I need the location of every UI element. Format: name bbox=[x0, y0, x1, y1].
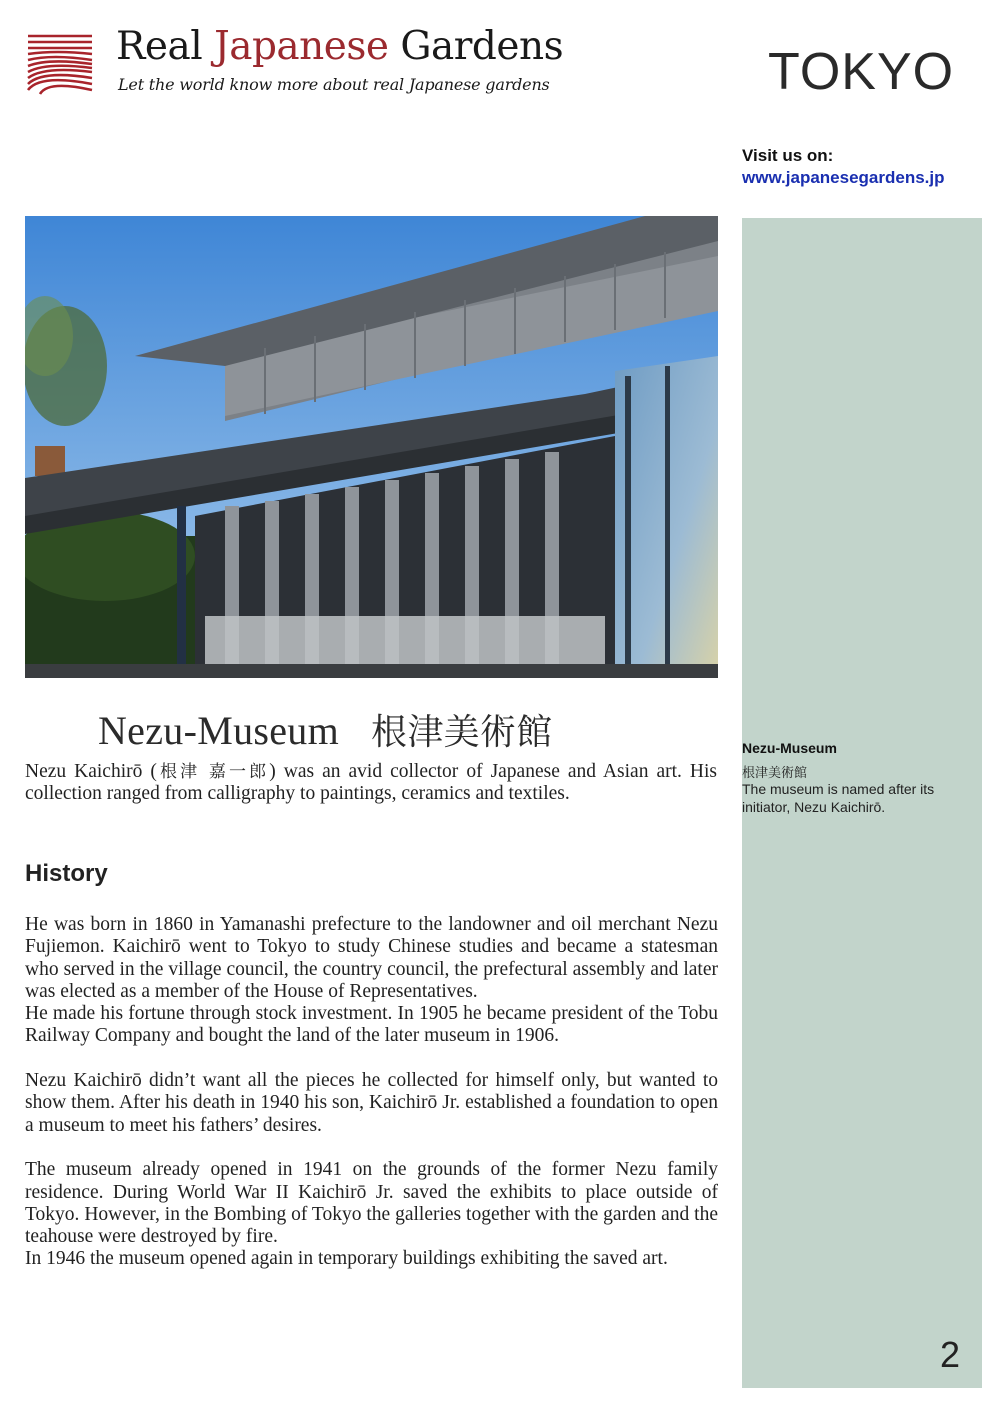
history-text bbox=[25, 914, 718, 1271]
sidebar-caption: The museum is named after its initiator, Nezu Kaichirō. bbox=[742, 781, 935, 815]
city-title: TOKYO bbox=[768, 43, 955, 101]
visit-label: Visit us on: bbox=[742, 146, 834, 165]
brand-title: Real Japanese Gardens bbox=[116, 24, 564, 69]
history-paragraph: In 1946 the museum opened again in temporary buildings exhibiting the saved art. bbox=[25, 1248, 668, 1270]
history-paragraph: He was born in 1860 in Yamanashi prefecture to the landowner and oil merchant Nezu Fujiemon. Kaichirō went to Tokyo to study Chinese studies and became a statesman who served in the village council, the country council, the prefectural assembly and later was elected as a member of the House of Representatives. bbox=[25, 914, 718, 1002]
sidebar-title: Nezu-Museum bbox=[742, 740, 837, 756]
logo-icon bbox=[26, 30, 94, 96]
history-paragraph: He made his fortune through stock investment. In 1905 he became president of the Tobu Railway Company and bought the land of the later museum in 1906. bbox=[25, 1003, 718, 1047]
page-title-jp: 根津美術館 bbox=[371, 712, 553, 753]
page-title: Nezu-Museum 根津美術館 bbox=[98, 708, 553, 753]
brand-title-accent: Japanese bbox=[214, 24, 389, 69]
page-number: 2 bbox=[940, 1334, 961, 1375]
website-link[interactable]: www.japanesegardens.jp bbox=[742, 168, 945, 187]
intro-paragraph: Nezu Kaichirō (根津 嘉一郎) was an avid collector of Japanese and Asian art. His collection ranged from calligraphy to paintings, ceramics and textiles. bbox=[25, 761, 718, 805]
brand-tagline: Let the world know more about real Japanese gardens bbox=[118, 75, 550, 94]
sidebar-title-jp: 根津美術館 bbox=[742, 766, 808, 781]
intro-jp-name: 根津 嘉一郎 bbox=[156, 762, 270, 782]
history-paragraph: Nezu Kaichirō didn’t want all the pieces he collected for himself only, but wanted to show them. After his death in 1940 his son, Kaichirō Jr. established a foundation to open a museum to meet his fathers’ desires. bbox=[25, 1070, 718, 1136]
section-heading: History bbox=[25, 860, 108, 887]
history-paragraph: The museum already opened in 1941 on the grounds of the former Nezu family residence. During World War II Kaichirō Jr. saved the exhibits to place outside of Tokyo. However, in the Bombing of Tokyo the galleries together with the garden and the teahouse were destroyed by fire. bbox=[25, 1159, 718, 1248]
museum-photo bbox=[25, 216, 718, 678]
